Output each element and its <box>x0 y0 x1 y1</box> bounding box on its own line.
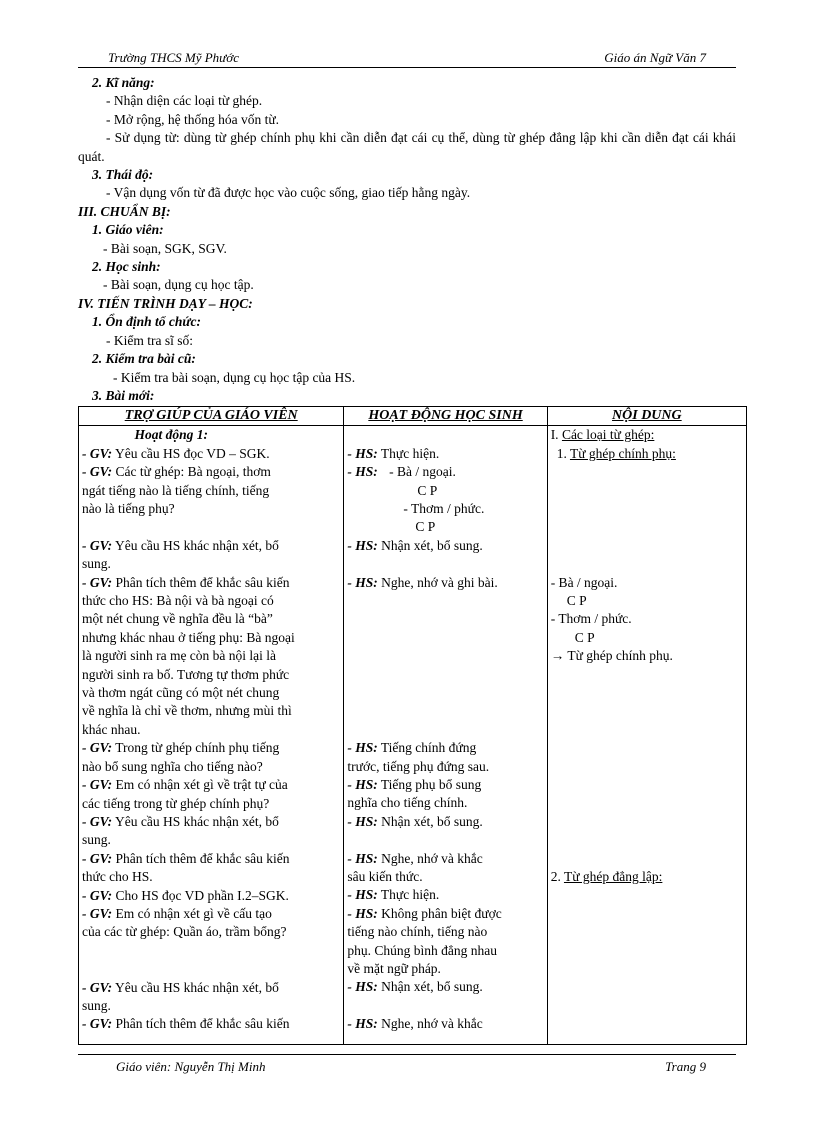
list-item: các tiếng trong từ ghép chính phụ? <box>82 795 270 811</box>
org-item: - Kiểm tra sĩ số: <box>106 332 193 348</box>
list-item: - HS: Nghe, nhớ và khắc <box>347 1016 483 1032</box>
activity-heading: Hoạt động 1: <box>134 427 208 443</box>
student-heading: 2. Học sinh: <box>92 259 161 275</box>
list-item: - Bà / ngoại. <box>550 574 618 590</box>
teacher-name: Giáo viên: Nguyễn Thị Minh <box>116 1059 266 1074</box>
list-item: ngát tiếng nào là tiếng chính, tiếng <box>82 482 270 498</box>
teacher-item: - Bài soạn, SGK, SGV. <box>103 240 227 256</box>
list-item: - GV: Các từ ghép: Bà ngoại, thơm <box>82 464 271 480</box>
list-item: - GV: Em có nhận xét gì về trật tự của <box>82 777 288 793</box>
content-column <box>547 426 746 1045</box>
list-item: - GV: Em có nhận xét gì về cấu tạo <box>82 905 272 921</box>
check-heading: 2. Kiểm tra bài cũ: <box>92 351 196 367</box>
list-item: sâu kiến thức. <box>347 869 423 885</box>
list-item: sung. <box>82 997 111 1013</box>
list-item: về mặt ngữ pháp. <box>347 961 441 977</box>
student-column <box>344 426 547 1045</box>
list-item: sung. <box>82 556 111 572</box>
table-row <box>79 426 747 1045</box>
list-item: nào là tiếng phụ? <box>82 501 175 517</box>
conclusion: → Từ ghép chính phụ. <box>550 648 673 664</box>
list-item: - GV: Yêu cầu HS đọc VD – SGK. <box>82 445 270 461</box>
subject-name: Giáo án Ngữ Văn 7 <box>604 50 706 65</box>
list-item: - HS: Nghe, nhớ và ghi bài. <box>347 574 498 590</box>
list-item: - GV: Yêu cầu HS khác nhận xét, bổ <box>82 813 279 829</box>
attitude-heading: 3. Thái độ: <box>92 167 154 183</box>
new-lesson-heading: 3. Bài mới: <box>92 387 155 403</box>
list-item: - GV: Trong từ ghép chính phụ tiếng <box>82 740 280 756</box>
list-item: - HS: Tiếng phụ bổ sung <box>347 777 482 793</box>
lesson-table <box>78 406 747 1045</box>
page-number: Trang 9 <box>665 1059 706 1074</box>
list-item: tiếng nào chính, tiếng nào <box>347 924 488 940</box>
list-item: - GV: Cho HS đọc VD phần I.2–SGK. <box>82 887 289 903</box>
skills-item: - Mở rộng, hệ thống hóa vốn từ. <box>106 111 280 127</box>
list-item: - GV: Phân tích thêm để khắc sâu kiến <box>82 850 290 866</box>
list-item: C P <box>415 519 436 535</box>
prep-heading: III. CHUẨN BỊ: <box>78 203 171 219</box>
process-heading: IV. TIẾN TRÌNH DẠY – HỌC: <box>78 295 253 311</box>
list-item: - HS: Nghe, nhớ và khắc <box>347 850 483 866</box>
school-name: Trường THCS Mỹ Phước <box>108 50 239 65</box>
list-item: thức cho HS: Bà nội và bà ngoại có <box>82 593 274 609</box>
header-rule <box>78 67 736 68</box>
list-item: sung. <box>82 832 111 848</box>
list-item: - Thơm / phức. <box>403 501 485 517</box>
list-item: là người sinh ra mẹ còn bà nội lại là <box>82 648 277 664</box>
teacher-column <box>79 426 344 1045</box>
list-item: người sinh ra bố. Tương tự thơm phức <box>82 666 290 682</box>
list-item: - GV: Phân tích thêm để khắc sâu kiến <box>82 1016 290 1032</box>
list-item: - HS: Thực hiện. <box>347 887 440 903</box>
list-item: phụ. Chúng bình đẳng nhau <box>347 942 498 958</box>
subsection-title: 1. Từ ghép chính phụ: <box>556 445 676 461</box>
table-header-row <box>79 407 747 426</box>
col-header-teacher: TRỢ GIÚP CỦA GIÁO VIÊN <box>79 407 344 426</box>
list-item: nhưng khác nhau ở tiếng phụ: Bà ngoại <box>82 629 295 645</box>
list-item: trước, tiếng phụ đứng sau. <box>347 758 490 774</box>
list-item: của các từ ghép: Quần áo, trầm bổng? <box>82 924 287 940</box>
col-header-content: NỘI DUNG <box>547 407 746 426</box>
list-item: một nét chung về nghĩa đều là “bà” <box>82 611 273 627</box>
list-item: nghĩa cho tiếng chính. <box>347 795 468 811</box>
list-item: và thơm ngát cũng có một nét chung <box>82 685 280 701</box>
skills-long-item: - Sử dụng từ: dùng từ ghép chính phụ khi cần diễn đạt cái cụ thể, dùng từ ghép đẳng lập khi cần diễn đạt cái khái quát. <box>78 130 736 164</box>
list-item: - GV: Yêu cầu HS khác nhận xét, bổ <box>82 979 279 995</box>
list-item: nào bổ sung nghĩa cho tiếng nào? <box>82 758 263 774</box>
list-item: - HS: - Bà / ngoại. <box>347 464 456 480</box>
org-heading: 1. Ổn định tổ chức: <box>92 314 201 330</box>
check-item: - Kiểm tra bài soạn, dụng cụ học tập của HS. <box>113 369 356 385</box>
list-item: - HS: Thực hiện. <box>347 445 440 461</box>
document-body <box>78 74 736 405</box>
list-item: - GV: Yêu cầu HS khác nhận xét, bổ <box>82 537 279 553</box>
list-item: khác nhau. <box>82 721 141 737</box>
student-item: - Bài soạn, dụng cụ học tập. <box>103 277 254 293</box>
list-item: - HS: Nhận xét, bổ sung. <box>347 979 483 995</box>
section-title: I. Các loại từ ghép: <box>550 427 655 443</box>
list-item: - Thơm / phức. <box>550 611 632 627</box>
list-item: thức cho HS. <box>82 869 153 885</box>
arrow-right-icon: → <box>550 648 565 664</box>
list-item: C P <box>417 482 438 498</box>
list-item: - HS: Tiếng chính đứng <box>347 740 477 756</box>
skills-item: - Nhận diện các loại từ ghép. <box>106 93 263 109</box>
teacher-heading: 1. Giáo viên: <box>92 222 164 238</box>
col-header-student: HOẠT ĐỘNG HỌC SINH <box>344 407 547 426</box>
list-item: - HS: Nhận xét, bổ sung. <box>347 813 483 829</box>
list-item: - HS: Không phân biệt được <box>347 905 502 921</box>
list-item: C P <box>574 629 595 645</box>
subsection-title: 2. Từ ghép đẳng lập: <box>550 869 663 885</box>
list-item: về nghĩa là chỉ về thơm, nhưng mùi thì <box>82 703 292 719</box>
attitude-item: - Vận dụng vốn từ đã được học vào cuộc sống, giao tiếp hằng ngày. <box>106 185 471 201</box>
list-item: - HS: Nhận xét, bổ sung. <box>347 537 483 553</box>
footer-rule <box>78 1054 736 1055</box>
list-item: C P <box>566 593 587 609</box>
skills-heading: 2. Kĩ năng: <box>92 75 155 90</box>
list-item: - GV: Phân tích thêm để khắc sâu kiến <box>82 574 290 590</box>
